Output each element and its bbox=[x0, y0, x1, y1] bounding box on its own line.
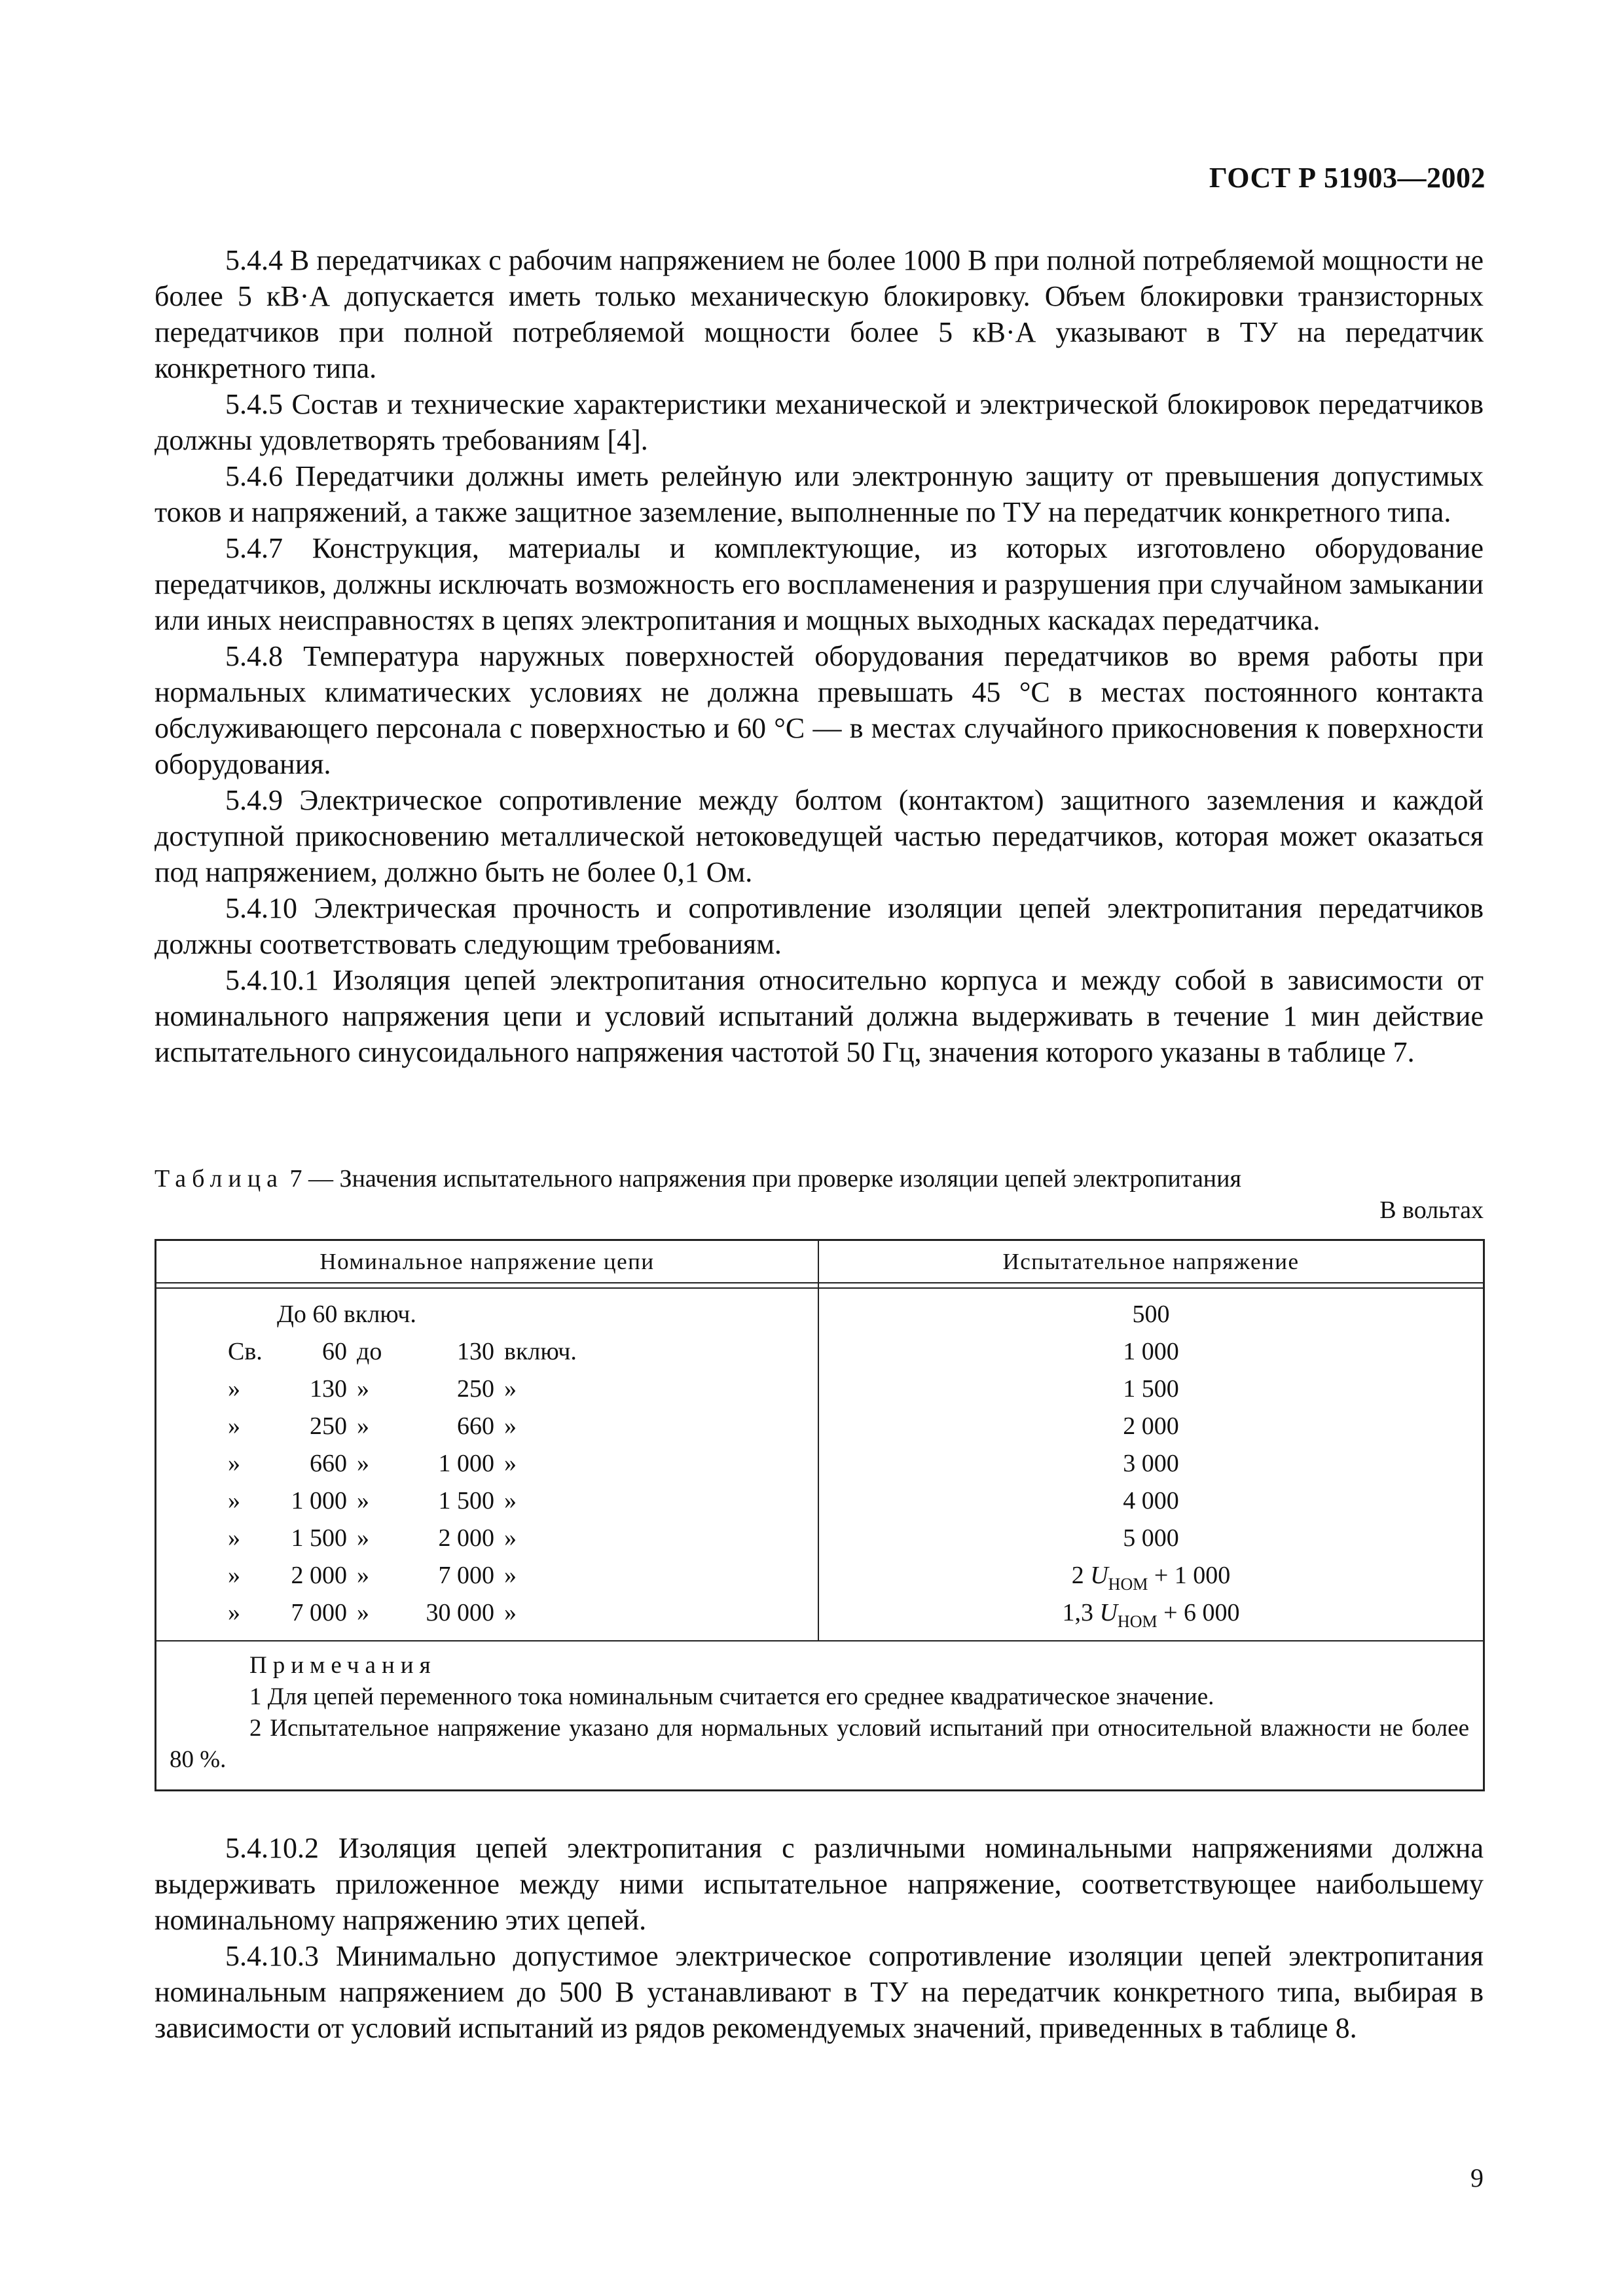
range-from: 660 bbox=[310, 1450, 347, 1477]
test-voltage-cell: 500 bbox=[1132, 1300, 1170, 1328]
test-voltage-cell: 1 000 bbox=[1123, 1338, 1179, 1365]
range-suffix: » bbox=[504, 1450, 517, 1477]
range-mid: до bbox=[357, 1338, 382, 1365]
header-divider bbox=[156, 1282, 1483, 1283]
test-voltage-cell: 1 500 bbox=[1123, 1375, 1179, 1403]
header-nominal-voltage: Номинальное напряжение цепи bbox=[319, 1249, 655, 1274]
range-mid: » bbox=[357, 1562, 369, 1589]
table-caption bbox=[155, 1164, 1484, 1193]
range-prefix: » bbox=[228, 1599, 240, 1626]
paragraph-5-4-9: 5.4.9 Электрическое сопротивление между болтом (контактом) защитного заземления и каждой доступной прикосновению металлической нетоковедущей частью передатчиков, которая может оказаться под напряжением, должно быть не более 0,1 Ом. bbox=[155, 784, 1484, 888]
notes-title: Примечания bbox=[249, 1652, 437, 1679]
body-text-bottom bbox=[155, 1830, 1484, 2046]
paragraph-5-4-7: 5.4.7 Конструкция, материалы и комплектующие, из которых изготовлено оборудование передатчиков, должны исключать возможность его воспламенения и разрушения при случайном замыкании или иных неисправностях в цепях электропитания и мощных выходных каскадах передатчика. bbox=[155, 532, 1484, 636]
range-prefix: » bbox=[228, 1524, 240, 1552]
test-voltage-formula bbox=[819, 1557, 1483, 1596]
range-to: 660 bbox=[457, 1412, 494, 1440]
range-to: 250 bbox=[457, 1375, 494, 1403]
formula-rest: + 6 000 bbox=[1157, 1599, 1240, 1626]
test-voltage-cell: 4 000 bbox=[1123, 1487, 1179, 1515]
paragraph-5-4-4: 5.4.4 В передатчиках с рабочим напряжением не более 1000 В при полной потребляемой мощности не более 5 кВ·А допускается иметь только механическую блокировку. Объем блокировки транзисторных передатчиков при полной потребляемой мощности более 5 кВ·А указывают в ТУ на передатчик конкретного типа. bbox=[155, 244, 1484, 384]
note-item: 1 Для цепей переменного тока номинальным считается его среднее квадратическое значение. bbox=[249, 1683, 1214, 1710]
paragraph-5-4-8: 5.4.8 Температура наружных поверхностей оборудования передатчиков во время работы при нормальных климатических условиях не должна превышать 45 °С в местах постоянного контакта обслуживающего персонала с поверхностью и 60 °С — в местах случайного прикосновения к поверхности оборудования. bbox=[155, 640, 1484, 780]
paragraph-5-4-6: 5.4.6 Передатчики должны иметь релейную или электронную защиту от превышения допустимых токов и напряжений, а также защитное заземление, выполненные по ТУ на передатчик конкретного типа. bbox=[155, 460, 1484, 528]
table-row bbox=[156, 1445, 1483, 1482]
page-number: 9 bbox=[1470, 2163, 1484, 2193]
table-notes bbox=[170, 1650, 1469, 1776]
range-from: 7 000 bbox=[291, 1599, 347, 1626]
paragraph-5-4-10-3: 5.4.10.3 Минимально допустимое электрическое сопротивление изоляции цепей электропитания номинальным напряжением до 500 В устанавливают в ТУ на передатчик конкретного типа, выбирая в зависимости от условий испытаний из рядов рекомендуемых значений, приведенных в таблице 8. bbox=[155, 1940, 1484, 2044]
test-voltage-cell: 2 000 bbox=[1123, 1412, 1179, 1440]
range-prefix: Св. bbox=[228, 1338, 263, 1365]
range-from: 2 000 bbox=[291, 1562, 347, 1589]
range-from: 1 500 bbox=[291, 1524, 347, 1552]
table-row bbox=[156, 1296, 1483, 1333]
range-from: 60 bbox=[322, 1338, 347, 1365]
range-mid: » bbox=[357, 1412, 369, 1440]
range-suffix: » bbox=[504, 1562, 517, 1589]
table-caption-title: 7 — Значения испытательного напряжения при проверке изоляции цепей электропитания bbox=[283, 1165, 1241, 1193]
range-prefix: » bbox=[228, 1375, 240, 1403]
formula-variable: U bbox=[1099, 1599, 1118, 1626]
test-voltage-formula bbox=[819, 1594, 1483, 1634]
table-row bbox=[156, 1557, 1483, 1594]
range-from: 1 000 bbox=[291, 1487, 347, 1515]
table-units: В вольтах bbox=[1379, 1196, 1484, 1224]
range-prefix: » bbox=[228, 1412, 240, 1440]
header-divider-double bbox=[156, 1287, 1483, 1289]
range-to: 7 000 bbox=[438, 1562, 494, 1589]
formula-rest: + 1 000 bbox=[1148, 1562, 1231, 1589]
paragraph-5-4-5: 5.4.5 Состав и технические характеристики механической и электрической блокировок передатчиков должны удовлетворять требованиям [4]. bbox=[155, 388, 1484, 456]
paragraph-5-4-10: 5.4.10 Электрическая прочность и сопротивление изоляции цепей электропитания передатчиков должны соответствовать следующим требованиям. bbox=[155, 892, 1484, 960]
paragraph-5-4-10-2: 5.4.10.2 Изоляция цепей электропитания с различными номинальными напряжениями должна выдерживать приложенное между ними испытательное напряжение, соответствующее наибольшему номинальному напряжению этих цепей. bbox=[155, 1832, 1484, 1936]
formula-coefficient: 2 bbox=[1071, 1562, 1084, 1589]
voltage-table bbox=[155, 1239, 1485, 1791]
formula-subscript: НОМ bbox=[1117, 1612, 1158, 1631]
document-header: ГОСТ Р 51903—2002 bbox=[1209, 162, 1486, 194]
range-to: 130 bbox=[457, 1338, 494, 1365]
table-caption-label: Таблица bbox=[155, 1165, 284, 1193]
table-row bbox=[156, 1333, 1483, 1371]
range-suffix: » bbox=[504, 1599, 517, 1626]
notes-divider bbox=[156, 1640, 1483, 1641]
range-prefix: » bbox=[228, 1487, 240, 1515]
range-to: 1 000 bbox=[438, 1450, 494, 1477]
body-text-top bbox=[155, 242, 1484, 1070]
nominal-cell: До 60 включ. bbox=[277, 1300, 416, 1328]
range-prefix: » bbox=[228, 1562, 240, 1589]
range-mid: » bbox=[357, 1487, 369, 1515]
paragraph-5-4-10-1: 5.4.10.1 Изоляция цепей электропитания относительно корпуса и между собой в зависимости от номинального напряжения цепи и условий испытаний должна выдерживать в течение 1 мин действие испытательного синусоидального напряжения частотой 50 Гц, значения которого указаны в таблице 7. bbox=[155, 964, 1484, 1068]
range-to: 30 000 bbox=[426, 1599, 494, 1626]
range-mid: » bbox=[357, 1375, 369, 1403]
range-suffix: » bbox=[504, 1524, 517, 1552]
formula-coefficient: 1,3 bbox=[1062, 1599, 1093, 1626]
range-mid: » bbox=[357, 1450, 369, 1477]
range-suffix: » bbox=[504, 1375, 517, 1403]
range-from: 250 bbox=[310, 1412, 347, 1440]
note-item: 2 Испытательное напряжение указано для нормальных условий испытаний при относительной влажности не более 80 %. bbox=[170, 1715, 1469, 1773]
header-test-voltage: Испытательное напряжение bbox=[1002, 1249, 1300, 1274]
table-row bbox=[156, 1371, 1483, 1408]
range-suffix: » bbox=[504, 1487, 517, 1515]
range-prefix: » bbox=[228, 1450, 240, 1477]
range-to: 2 000 bbox=[438, 1524, 494, 1552]
range-from: 130 bbox=[310, 1375, 347, 1403]
test-voltage-cell: 3 000 bbox=[1123, 1450, 1179, 1477]
table-row bbox=[156, 1482, 1483, 1520]
table-row bbox=[156, 1520, 1483, 1557]
range-suffix: включ. bbox=[504, 1338, 577, 1365]
range-suffix: » bbox=[504, 1412, 517, 1440]
range-mid: » bbox=[357, 1599, 369, 1626]
test-voltage-cell: 5 000 bbox=[1123, 1524, 1179, 1552]
table-row bbox=[156, 1408, 1483, 1445]
range-mid: » bbox=[357, 1524, 369, 1552]
range-to: 1 500 bbox=[438, 1487, 494, 1515]
formula-subscript: НОМ bbox=[1108, 1575, 1148, 1594]
table-row bbox=[156, 1594, 1483, 1632]
formula-variable: U bbox=[1090, 1562, 1108, 1589]
